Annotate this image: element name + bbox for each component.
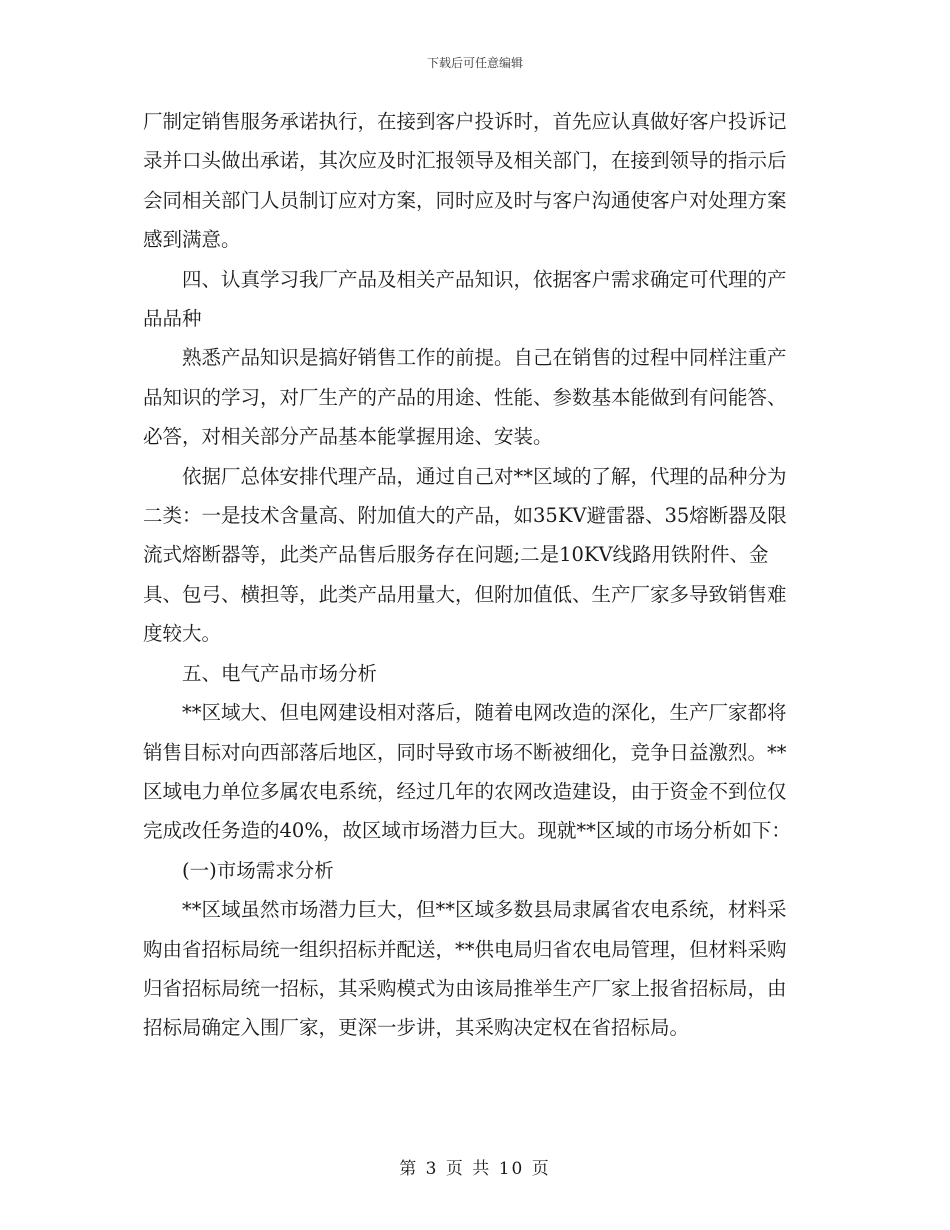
paragraph-8: **区域虽然市场潜力巨大，但**区域多数县局隶属省农电系统，材料采购由省招标局统一组织招标并配送，**供电局归省农电局管理，但材料采购归省招标局统一招标，其采购模式为由该局推举生产厂家上报省招标局，由招标局确定入围厂家，更深一步讲，其采购决定权在省招标局。 [143,898,787,1040]
page-header: 下载后可任意编辑 [426,56,523,70]
page-footer: 第 3 页 共 10 页 [399,1159,551,1179]
paragraph-5: 五、电气产品市场分析 [182,661,378,685]
paragraph-7: (一)市场需求分析 [182,858,334,882]
paragraph-2: 四、认真学习我厂产品及相关产品知识，依据客户需求确定可代理的产品品种 [143,267,787,331]
document-body [143,102,803,1048]
paragraph-1: 厂制定销售服务承诺执行，在接到客户投诉时，首先应认真做好客户投诉记录并口头做出承诺，其次应及时汇报领导及相关部门，在接到领导的指示后会同相关部门人员制订应对方案，同时应及时与客户沟通使客户对处理方案感到满意。 [143,110,787,252]
paragraph-4: 依据厂总体安排代理产品，通过自己对**区域的了解，代理的品种分为二类：一是技术含量高、附加值大的产品，如35KV避雷器、35熔断器及限流式熔断器等，此类产品售后服务存在问题;二是10KV线路用铁附件、金具、包弓、横担等，此类产品用量大，但附加值低、生产厂家多导致销售难度较大。 [143,464,787,646]
paragraph-3: 熟悉产品知识是搞好销售工作的前提。自己在销售的过程中同样注重产品知识的学习，对厂生产的产品的用途、性能、参数基本能做到有问能答、必答，对相关部分产品基本能掌握用途、安装。 [143,346,787,449]
paragraph-6: **区域大、但电网建设相对落后，随着电网改造的深化，生产厂家都将销售目标对向西部落后地区，同时导致市场不断被细化，竞争日益激烈。**区域电力单位多属农电系统，经过几年的农网改造建设，由于资金不到位仅完成改任务造的40%，故区域市场潜力巨大。现就**区域的市场分析如下： [143,701,791,843]
